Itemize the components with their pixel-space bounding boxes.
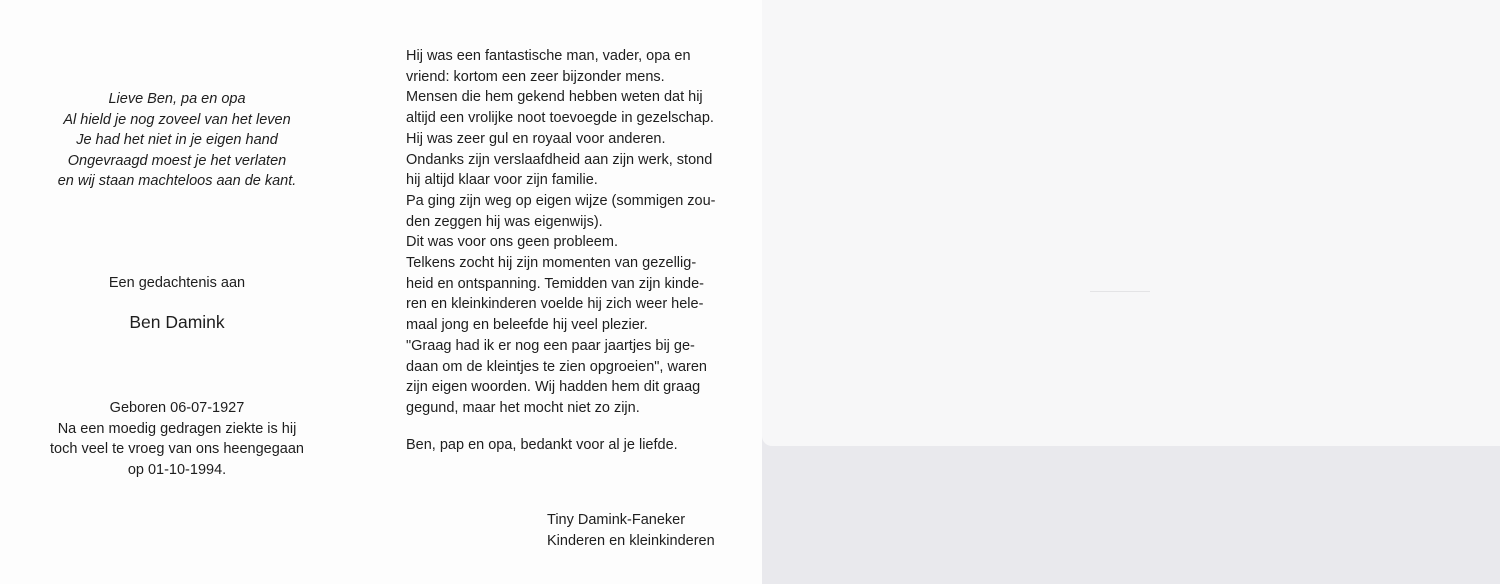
tribute-line: Telkens zocht hij zijn momenten van gezellig-: [406, 255, 697, 272]
scanned-reverse-side: [762, 0, 1500, 446]
death-date-line: op 01-10-1994.: [127, 461, 227, 478]
tribute-line: heid en ontspanning. Temidden van zijn kinde-: [406, 275, 704, 292]
tribute-line: maal jong en beleefde hij veel plezier.: [406, 317, 648, 334]
verse-line: Lieve Ben, pa en opa: [108, 91, 246, 107]
tribute-line: vriend: kortom een zeer bijzonder mens.: [406, 68, 665, 85]
illness-line: Na een moedig gedragen ziekte is hij: [57, 420, 297, 437]
deceased-name: Ben Damink: [129, 312, 225, 332]
family-signoff: [547, 510, 747, 551]
signoff-family: Kinderen en kleinkinderen: [547, 532, 715, 549]
verse-line: Al hield je nog zoveel van het leven: [63, 111, 291, 128]
closing-thanks: Ben, pap en opa, bedankt voor al je liefde.: [406, 437, 678, 453]
birth-death-details: [22, 398, 332, 480]
tribute-line: Ondanks zijn verslaafdheid aan zijn werk, stond: [406, 151, 713, 168]
tribute-line: den zeggen hij was eigenwijs).: [406, 213, 603, 230]
tribute-text: [406, 46, 722, 419]
faint-divider: [1090, 291, 1150, 292]
tribute-line: Mensen die hem gekend hebben weten dat hij: [406, 89, 703, 106]
tribute-line: Hij was een fantastische man, vader, opa en: [406, 48, 691, 64]
tribute-line: altijd een vrolijke noot toevoegde in gezelschap.: [406, 110, 714, 127]
memorial-heading: Een gedachtenis aan: [108, 275, 246, 291]
tribute-line: daan om de kleintjes te zien opgroeien", waren: [406, 358, 707, 375]
memorial-verse: [22, 89, 332, 192]
verse-line: Ongevraagd moest je het verlaten: [67, 152, 287, 169]
verse-line: en wij staan machteloos aan de kant.: [57, 173, 297, 189]
tribute-line: ren en kleinkinderen voelde hij zich weer hele-: [406, 296, 704, 313]
tribute-line: Pa ging zijn weg op eigen wijze (sommigen zou-: [406, 192, 716, 209]
tribute-line: gegund, maar het mocht niet zo zijn.: [406, 399, 640, 416]
birth-line: Geboren 06-07-1927: [109, 400, 245, 416]
tribute-line: Dit was voor ons geen probleem.: [406, 234, 618, 251]
tribute-line: "Graag had ik er nog een paar jaartjes bij ge-: [406, 337, 695, 354]
passing-line: toch veel te vroeg van ons heengegaan: [50, 441, 304, 457]
tribute-line: Hij was zeer gul en royaal voor anderen.: [406, 130, 666, 147]
verse-line: Je had het niet in je eigen hand: [76, 132, 278, 148]
tribute-line: hij altijd klaar voor zijn familie.: [406, 172, 598, 189]
tribute-line: zijn eigen woorden. Wij hadden hem dit graag: [406, 379, 701, 396]
signoff-name: Tiny Damink-Faneker: [547, 512, 686, 528]
